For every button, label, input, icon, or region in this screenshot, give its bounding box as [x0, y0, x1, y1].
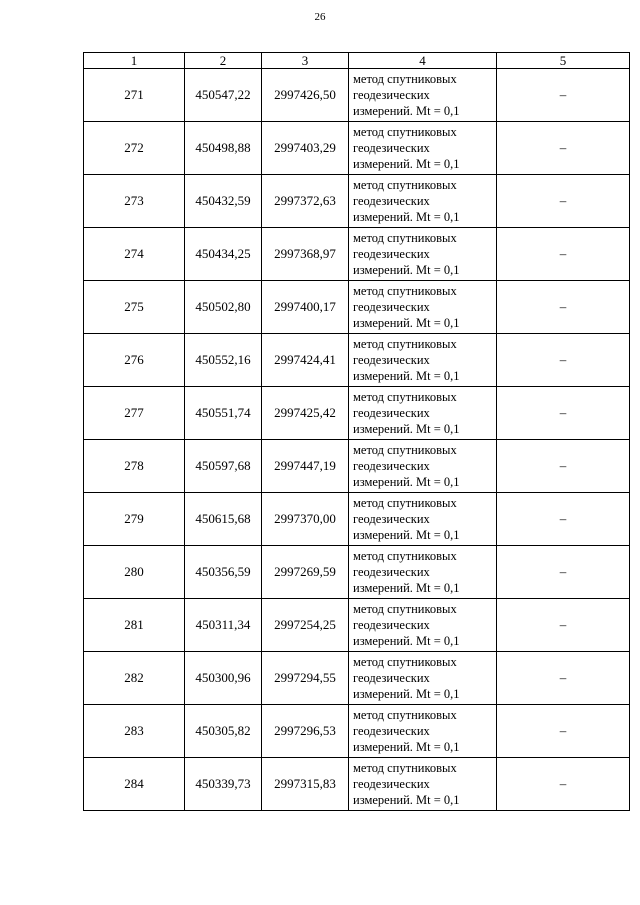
method-line-1: метод спутниковых	[353, 231, 457, 245]
point-number: 282	[84, 652, 185, 705]
table-row	[84, 69, 630, 122]
method-description	[349, 652, 497, 705]
method-line-2: геодезических	[353, 618, 430, 632]
method-line-1: метод спутниковых	[353, 178, 457, 192]
coordinate-x: 450300,96	[185, 652, 262, 705]
method-line-3: измерений. Mt = 0,1	[353, 634, 460, 648]
column-5-value: –	[497, 122, 630, 175]
coordinate-y: 2997400,17	[262, 281, 349, 334]
column-5-value: –	[497, 69, 630, 122]
method-line-1: метод спутниковых	[353, 761, 457, 775]
method-line-3: измерений. Mt = 0,1	[353, 687, 460, 701]
method-line-2: геодезических	[353, 512, 430, 526]
method-line-1: метод спутниковых	[353, 708, 457, 722]
coordinate-x: 450339,73	[185, 758, 262, 811]
header-row	[84, 53, 630, 69]
method-description	[349, 175, 497, 228]
point-number: 274	[84, 228, 185, 281]
point-number: 273	[84, 175, 185, 228]
table-row	[84, 546, 630, 599]
method-line-3: измерений. Mt = 0,1	[353, 740, 460, 754]
method-line-2: геодезических	[353, 194, 430, 208]
method-line-3: измерений. Mt = 0,1	[353, 528, 460, 542]
method-line-3: измерений. Mt = 0,1	[353, 316, 460, 330]
table-row	[84, 281, 630, 334]
coordinate-x: 450432,59	[185, 175, 262, 228]
method-description	[349, 69, 497, 122]
method-line-1: метод спутниковых	[353, 337, 457, 351]
method-description	[349, 599, 497, 652]
column-5-value: –	[497, 546, 630, 599]
coordinate-y: 2997269,59	[262, 546, 349, 599]
point-number: 281	[84, 599, 185, 652]
coordinate-y: 2997296,53	[262, 705, 349, 758]
coordinates-table	[83, 52, 630, 811]
column-5-value: –	[497, 758, 630, 811]
point-number: 278	[84, 440, 185, 493]
coordinate-y: 2997254,25	[262, 599, 349, 652]
method-description	[349, 228, 497, 281]
method-line-2: геодезических	[353, 141, 430, 155]
page-number: 26	[314, 11, 326, 23]
method-line-2: геодезических	[353, 459, 430, 473]
column-5-value: –	[497, 228, 630, 281]
method-line-3: измерений. Mt = 0,1	[353, 475, 460, 489]
column-5-value: –	[497, 334, 630, 387]
point-number: 275	[84, 281, 185, 334]
point-number: 271	[84, 69, 185, 122]
method-line-2: геодезических	[353, 353, 430, 367]
method-line-1: метод спутниковых	[353, 284, 457, 298]
column-5-value: –	[497, 440, 630, 493]
column-5-value: –	[497, 281, 630, 334]
coordinate-y: 2997447,19	[262, 440, 349, 493]
table-row	[84, 122, 630, 175]
method-line-2: геодезических	[353, 671, 430, 685]
table-row	[84, 493, 630, 546]
method-line-3: измерений. Mt = 0,1	[353, 157, 460, 171]
table-row	[84, 599, 630, 652]
method-line-3: измерений. Mt = 0,1	[353, 581, 460, 595]
table-row	[84, 175, 630, 228]
coordinate-x: 450498,88	[185, 122, 262, 175]
coordinate-y: 2997403,29	[262, 122, 349, 175]
table-row	[84, 228, 630, 281]
method-line-3: измерений. Mt = 0,1	[353, 104, 460, 118]
coordinate-x: 450311,34	[185, 599, 262, 652]
table-row	[84, 758, 630, 811]
header-col-5: 5	[497, 53, 630, 69]
method-line-1: метод спутниковых	[353, 443, 457, 457]
column-5-value: –	[497, 652, 630, 705]
coordinate-y: 2997294,55	[262, 652, 349, 705]
coordinate-x: 450305,82	[185, 705, 262, 758]
method-line-3: измерений. Mt = 0,1	[353, 793, 460, 807]
method-description	[349, 758, 497, 811]
point-number: 280	[84, 546, 185, 599]
method-description	[349, 440, 497, 493]
coordinate-y: 2997368,97	[262, 228, 349, 281]
method-line-3: измерений. Mt = 0,1	[353, 422, 460, 436]
method-line-1: метод спутниковых	[353, 72, 457, 86]
method-line-3: измерений. Mt = 0,1	[353, 369, 460, 383]
method-description	[349, 281, 497, 334]
coordinate-x: 450615,68	[185, 493, 262, 546]
column-5-value: –	[497, 175, 630, 228]
method-line-2: геодезических	[353, 724, 430, 738]
coordinate-y: 2997426,50	[262, 69, 349, 122]
method-line-2: геодезических	[353, 565, 430, 579]
coordinate-x: 450434,25	[185, 228, 262, 281]
table-body	[84, 69, 630, 811]
table-row	[84, 652, 630, 705]
header-col-2: 2	[185, 53, 262, 69]
header-col-3: 3	[262, 53, 349, 69]
method-line-2: геодезических	[353, 777, 430, 791]
method-line-1: метод спутниковых	[353, 125, 457, 139]
method-line-2: геодезических	[353, 300, 430, 314]
method-description	[349, 493, 497, 546]
column-5-value: –	[497, 705, 630, 758]
coordinate-y: 2997425,42	[262, 387, 349, 440]
method-line-2: геодезических	[353, 88, 430, 102]
coordinate-x: 450547,22	[185, 69, 262, 122]
method-line-1: метод спутниковых	[353, 549, 457, 563]
method-description	[349, 387, 497, 440]
method-line-3: измерений. Mt = 0,1	[353, 210, 460, 224]
table-row	[84, 387, 630, 440]
header-col-4: 4	[349, 53, 497, 69]
table-row	[84, 705, 630, 758]
method-description	[349, 546, 497, 599]
coordinate-x: 450552,16	[185, 334, 262, 387]
point-number: 284	[84, 758, 185, 811]
coordinate-x: 450597,68	[185, 440, 262, 493]
method-line-1: метод спутниковых	[353, 390, 457, 404]
method-line-2: геодезических	[353, 247, 430, 261]
method-description	[349, 705, 497, 758]
coordinate-y: 2997424,41	[262, 334, 349, 387]
method-line-1: метод спутниковых	[353, 602, 457, 616]
point-number: 277	[84, 387, 185, 440]
table-row	[84, 334, 630, 387]
point-number: 276	[84, 334, 185, 387]
point-number: 272	[84, 122, 185, 175]
method-description	[349, 334, 497, 387]
point-number: 279	[84, 493, 185, 546]
coordinate-x: 450502,80	[185, 281, 262, 334]
point-number: 283	[84, 705, 185, 758]
method-line-2: геодезических	[353, 406, 430, 420]
table-row	[84, 440, 630, 493]
column-5-value: –	[497, 387, 630, 440]
method-line-1: метод спутниковых	[353, 655, 457, 669]
method-description	[349, 122, 497, 175]
coordinate-x: 450356,59	[185, 546, 262, 599]
method-line-1: метод спутниковых	[353, 496, 457, 510]
column-5-value: –	[497, 493, 630, 546]
coordinate-y: 2997370,00	[262, 493, 349, 546]
coordinate-y: 2997315,83	[262, 758, 349, 811]
coordinate-y: 2997372,63	[262, 175, 349, 228]
method-line-3: измерений. Mt = 0,1	[353, 263, 460, 277]
header-col-1: 1	[84, 53, 185, 69]
column-5-value: –	[497, 599, 630, 652]
coordinate-x: 450551,74	[185, 387, 262, 440]
